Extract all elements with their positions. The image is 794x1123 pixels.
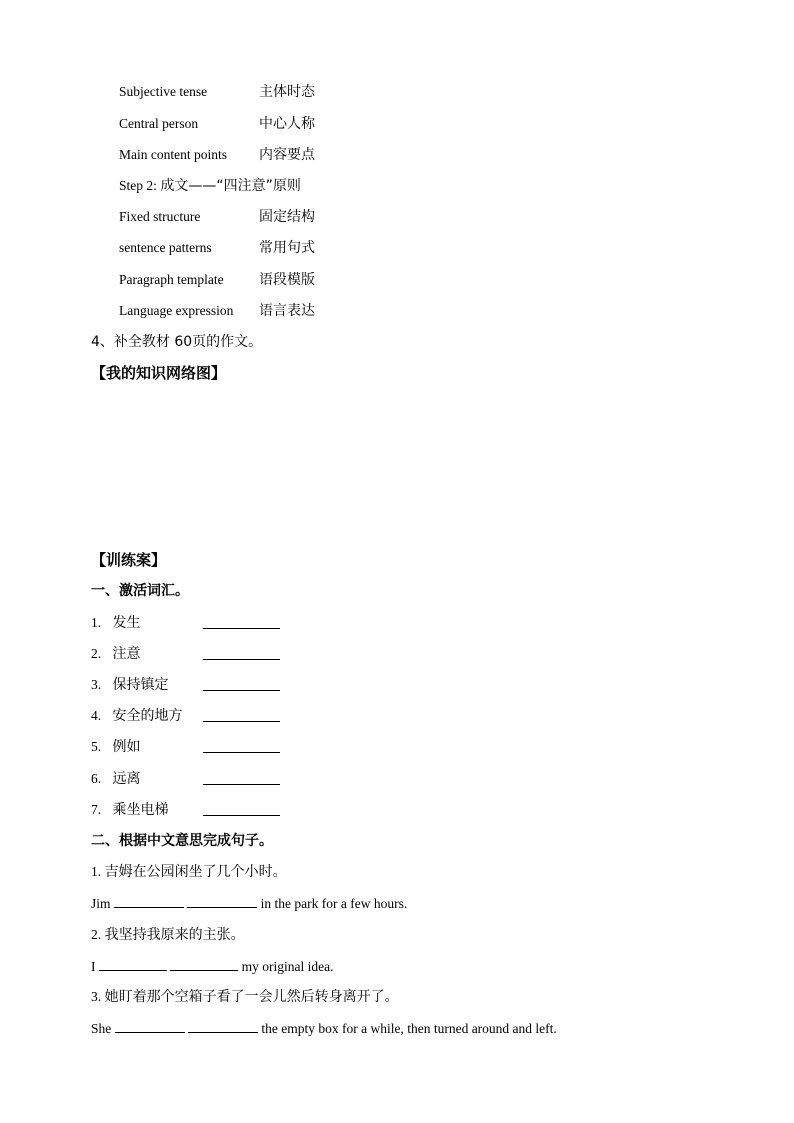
- term-en: Central person: [119, 116, 199, 131]
- vocab-num: 5.: [91, 739, 102, 754]
- term-en: Paragraph template: [119, 272, 224, 287]
- vocab-num: 4.: [91, 708, 102, 723]
- vocab-text: 乘坐电梯: [112, 802, 169, 818]
- answer-blank[interactable]: [188, 1019, 258, 1033]
- answer-blank[interactable]: [203, 646, 280, 660]
- sentence-start: I: [91, 959, 96, 974]
- vocab-text: 远离: [112, 771, 141, 787]
- sentence-prompt: [91, 988, 399, 1007]
- vocab-text: 安全的地方: [112, 708, 183, 724]
- term-en: sentence patterns: [119, 240, 212, 255]
- vocab-num: 2.: [91, 646, 102, 661]
- term-row: [119, 302, 379, 321]
- term-zh: 语段模版: [259, 272, 315, 288]
- term-en: Language expression: [119, 303, 234, 318]
- sentence-start: Jim: [91, 896, 111, 911]
- term-zh: 主体时态: [259, 84, 315, 100]
- vocab-item: [91, 676, 351, 695]
- vocab-num: 7.: [91, 802, 102, 817]
- vocab-num: 3.: [91, 677, 102, 692]
- step2-heading: [119, 177, 301, 196]
- vocab-item: [91, 707, 351, 726]
- term-row: [119, 271, 379, 290]
- answer-blank[interactable]: [203, 677, 280, 691]
- term-row: [119, 115, 379, 134]
- sentence-prompt: [91, 926, 245, 945]
- answer-blank[interactable]: [99, 957, 167, 971]
- term-zh: 常用句式: [259, 240, 315, 256]
- vocab-item: [91, 738, 351, 757]
- answer-blank[interactable]: [114, 894, 184, 908]
- knowledge-heading: 【我的知识网络图】: [91, 364, 227, 382]
- vocab-item: [91, 645, 351, 664]
- vocab-num: 1.: [91, 615, 102, 630]
- term-row: [119, 146, 379, 165]
- term-en: Fixed structure: [119, 209, 201, 224]
- term-zh: 中心人称: [259, 116, 315, 132]
- term-zh: 固定结构: [259, 209, 315, 225]
- vocab-item: [91, 614, 351, 633]
- term-zh: 语言表达: [259, 303, 315, 319]
- sentence-zh: 吉姆在公园闲坐了几个小时。: [104, 864, 287, 880]
- sentence-num: 1.: [91, 864, 102, 879]
- sentence-answer: [91, 894, 407, 913]
- answer-blank[interactable]: [203, 615, 280, 629]
- sentence-zh: 我坚持我原来的主张。: [104, 927, 245, 943]
- term-en: Main content points: [119, 147, 227, 162]
- section1-title: 一、激活词汇。: [91, 583, 189, 599]
- sentence-num: 3.: [91, 989, 102, 1004]
- item-4: 4、补全教材 60页的作文。: [91, 334, 263, 350]
- sentence-end: my original idea.: [241, 959, 334, 974]
- step2-text: 成文——“四注意”原则: [160, 178, 301, 194]
- step2-label: Step 2:: [119, 178, 157, 193]
- vocab-item: [91, 770, 351, 789]
- vocab-item: [91, 801, 351, 820]
- answer-blank[interactable]: [203, 771, 280, 785]
- answer-blank[interactable]: [187, 894, 257, 908]
- sentence-prompt: [91, 863, 287, 882]
- term-row: [119, 208, 379, 227]
- vocab-text: 保持镇定: [112, 677, 169, 693]
- answer-blank[interactable]: [203, 802, 280, 816]
- term-row: [119, 83, 379, 102]
- sentence-end: in the park for a few hours.: [260, 896, 408, 911]
- sentence-end: the empty box for a while, then turned around and left.: [261, 1021, 557, 1036]
- training-heading: 【训练案】: [91, 551, 167, 569]
- vocab-num: 6.: [91, 771, 102, 786]
- answer-blank[interactable]: [170, 957, 238, 971]
- vocab-text: 发生: [112, 615, 141, 631]
- sentence-answer: [91, 957, 333, 976]
- vocab-text: 例如: [112, 739, 141, 755]
- section2-title: 二、根据中文意思完成句子。: [91, 833, 273, 849]
- answer-blank[interactable]: [203, 708, 280, 722]
- sentence-zh: 她盯着那个空箱子看了一会儿然后转身离开了。: [104, 989, 399, 1005]
- sentence-answer: [91, 1019, 557, 1038]
- term-en: Subjective tense: [119, 84, 208, 99]
- sentence-start: She: [91, 1021, 112, 1036]
- vocab-text: 注意: [112, 646, 141, 662]
- term-zh: 内容要点: [259, 147, 315, 163]
- answer-blank[interactable]: [203, 739, 280, 753]
- term-row: [119, 239, 379, 258]
- sentence-num: 2.: [91, 927, 102, 942]
- answer-blank[interactable]: [115, 1019, 185, 1033]
